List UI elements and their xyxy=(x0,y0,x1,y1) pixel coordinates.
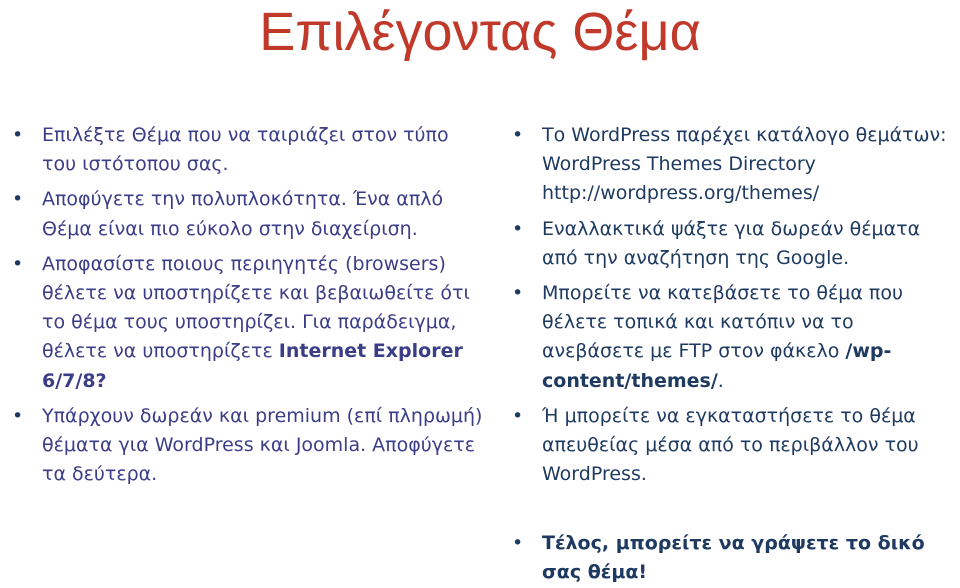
bullet-text: Αποφύγετε την πολυπλοκότητα. Ένα απλό Θέμα είναι πιο εύκολο στην διαχείριση. xyxy=(42,188,444,240)
bullet-text: Εναλλακτικά ψάξτε για δωρεάν θέματα από την αναζήτηση της Google. xyxy=(542,217,921,269)
bullet-text: Υπάρχουν δωρεάν και premium (επί πληρωμή) θέματα για WordPress και Joomla. Αποφύγετε τα δεύτερα. xyxy=(42,404,483,486)
right-bullet-list xyxy=(542,121,952,495)
bullet-bold-text: Internet Explorer 6/7/8? xyxy=(42,340,463,392)
left-bullet-list xyxy=(42,121,487,495)
list-item xyxy=(542,279,952,396)
bullet-text: Αποφασίστε ποιους περιηγητές (browsers) θέλετε να υποστηρίζετε και βεβαιωθείτε ότι το θέμα τους υποστηρίζει. Για παράδειγμα, θέλετε να υποστηρίζετε xyxy=(42,252,470,363)
final-bullet-text: Τέλος, μπορείτε να γράψετε το δικό σας θέμα! xyxy=(542,532,925,584)
final-bullet-list xyxy=(542,529,952,587)
list-item xyxy=(542,215,952,273)
list-item xyxy=(42,402,487,490)
bullet-text-tail: . xyxy=(717,369,724,392)
list-item xyxy=(542,121,952,209)
list-item xyxy=(542,529,952,587)
list-item xyxy=(542,402,952,490)
list-item xyxy=(42,121,487,179)
bullet-text: Ή μπορείτε να εγκαταστήσετε το θέμα απευθείας μέσα από το περιβάλλον του WordPress. xyxy=(542,404,919,486)
list-item xyxy=(42,185,487,243)
slide-title: Επιλέγοντας Θέμα xyxy=(259,2,701,62)
list-item xyxy=(42,250,487,396)
bullet-text: Επιλέξτε Θέμα που να ταιριάζει στον τύπο του ιστότοπου σας. xyxy=(42,124,449,176)
bullet-text: Το WordPress παρέχει κατάλογο θεμάτων: WordPress Themes Directory http://wordpress.org/themes/ xyxy=(542,124,947,205)
bullet-text: Μπορείτε να κατεβάσετε το θέμα που θέλετε τοπικά και κατόπιν να το ανεβάσετε με FTP στον φάκελο xyxy=(542,282,903,363)
bullet-bold-text: /wp-content/themes/ xyxy=(542,340,892,392)
